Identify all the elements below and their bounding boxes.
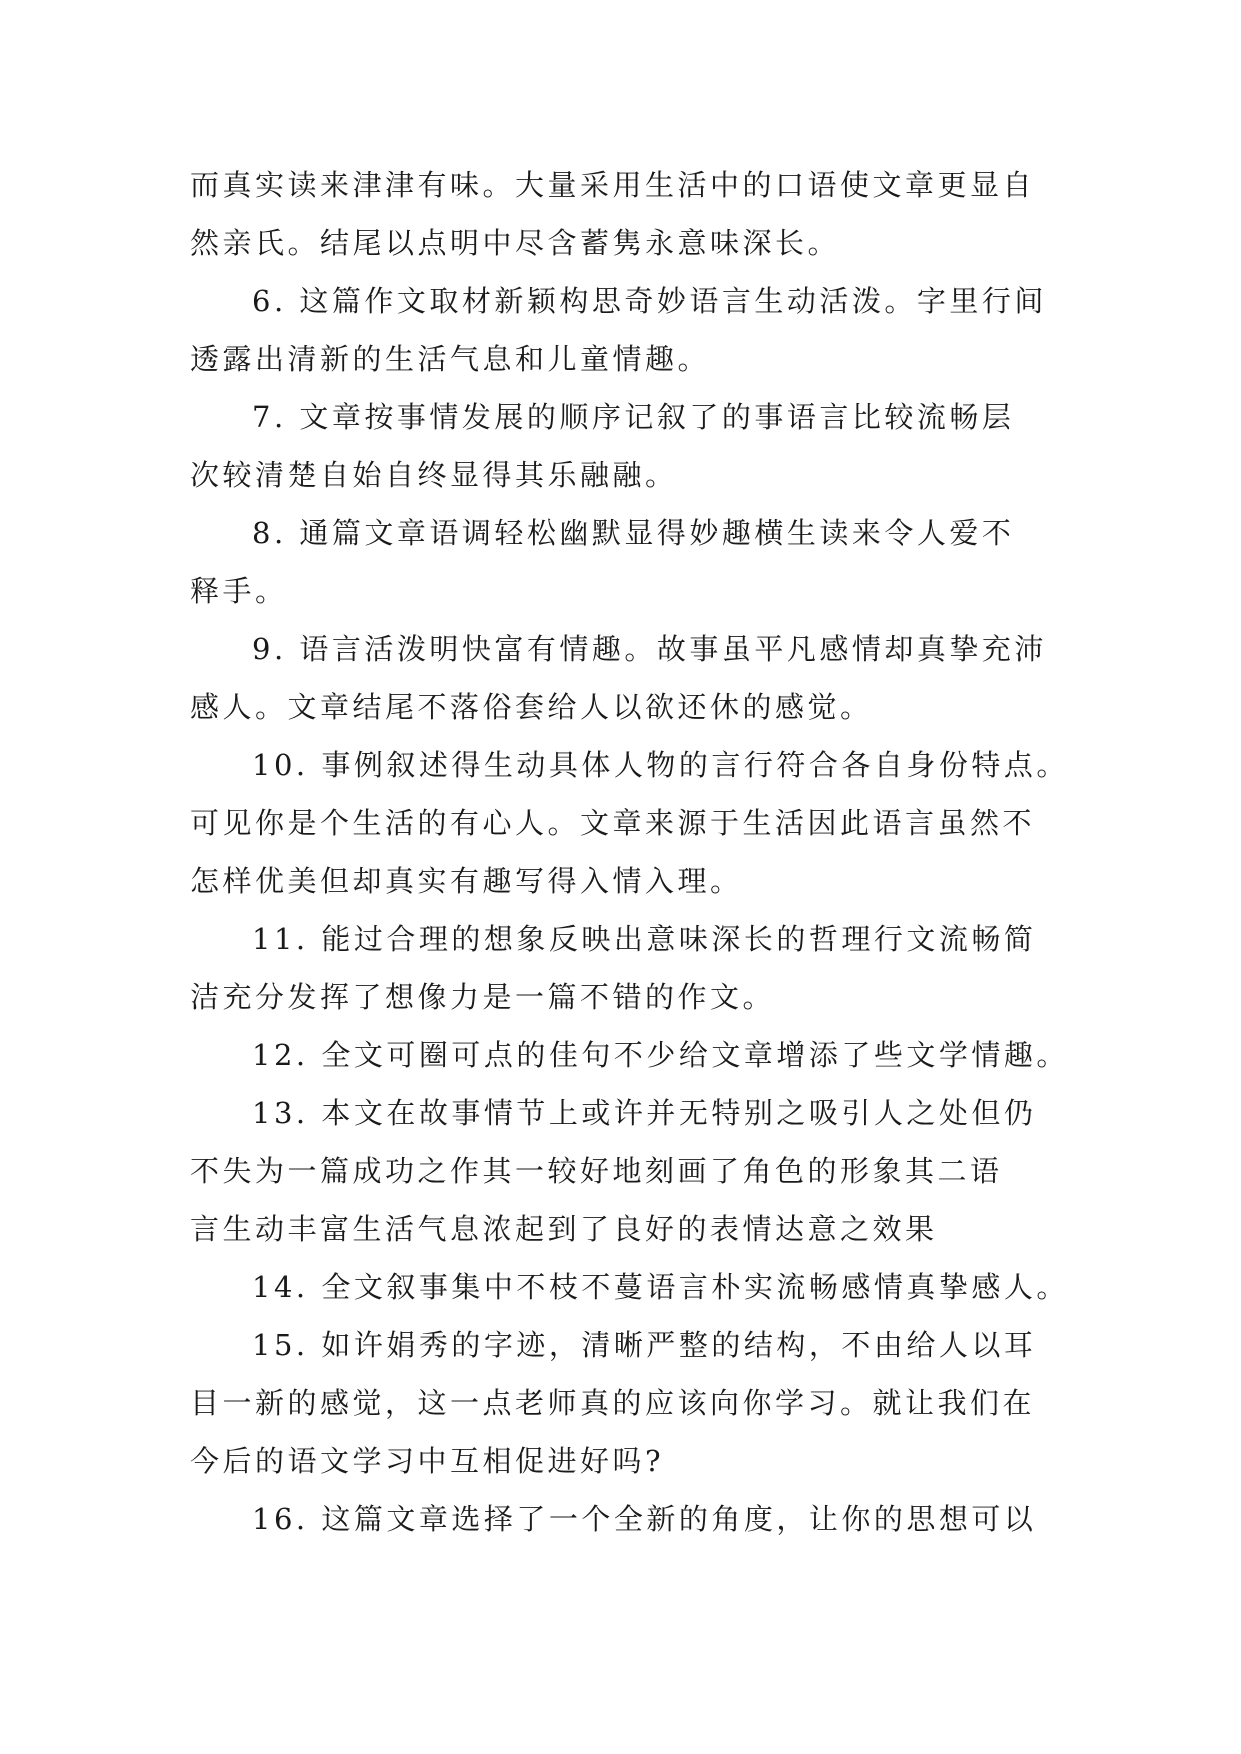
text-line: 怎样优美但却真实有趣写得入情入理。	[190, 864, 743, 898]
text-line: 8. 通篇文章语调轻松幽默显得妙趣横生读来令人爱不	[252, 516, 1015, 550]
text-line: 透露出清新的生活气息和儿童情趣。	[190, 342, 711, 376]
paragraph-item-11	[190, 910, 1065, 1026]
text-line: 9. 语言活泼明快富有情趣。故事虽平凡感情却真挚充沛	[252, 632, 1047, 666]
paragraph-continuation	[190, 156, 1065, 272]
paragraph-item-7	[190, 388, 1065, 504]
paragraph-item-6	[190, 272, 1065, 388]
text-line: 今后的语文学习中互相促进好吗?	[190, 1444, 665, 1478]
text-line: 12. 全文可圈可点的佳句不少给文章增添了些文学情趣。	[252, 1038, 1069, 1072]
text-line: 次较清楚自始自终显得其乐融融。	[190, 458, 678, 492]
paragraph-item-14	[190, 1258, 1069, 1316]
text-line: 洁充分发挥了想像力是一篇不错的作文。	[190, 980, 776, 1014]
text-line: 13. 本文在故事情节上或许并无特别之吸引人之处但仍	[252, 1096, 1037, 1130]
text-line: 16. 这篇文章选择了一个全新的角度，让你的思想可以	[252, 1502, 1037, 1536]
text-line: 6. 这篇作文取材新颖构思奇妙语言生动活泼。字里行间	[252, 284, 1047, 318]
text-line: 而真实读来津津有味。大量采用生活中的口语使文章更显自	[190, 168, 1036, 202]
paragraph-item-9	[190, 620, 1065, 736]
text-line: 14. 全文叙事集中不枝不蔓语言朴实流畅感情真挚感人。	[252, 1270, 1069, 1304]
text-line: 11. 能过合理的想象反映出意味深长的哲理行文流畅简	[252, 922, 1037, 956]
text-line: 释手。	[190, 574, 288, 608]
text-line: 不失为一篇成功之作其一较好地刻画了角色的形象其二语	[190, 1154, 1003, 1188]
paragraph-item-16	[190, 1490, 1065, 1548]
text-line: 目一新的感觉，这一点老师真的应该向你学习。就让我们在	[190, 1386, 1036, 1420]
text-line: 感人。文章结尾不落俗套给人以欲还休的感觉。	[190, 690, 873, 724]
paragraph-item-8	[190, 504, 1065, 620]
paragraph-item-12	[190, 1026, 1069, 1084]
text-line: 7. 文章按事情发展的顺序记叙了的事语言比较流畅层	[252, 400, 1015, 434]
paragraph-item-15	[190, 1316, 1065, 1490]
paragraph-item-10	[190, 736, 1069, 910]
text-line: 15. 如许娟秀的字迹，清晰严整的结构，不由给人以耳	[252, 1328, 1037, 1362]
text-line: 言生动丰富生活气息浓起到了良好的表情达意之效果	[190, 1212, 938, 1246]
document-body	[190, 156, 1069, 1548]
text-line: 可见你是个生活的有心人。文章来源于生活因此语言虽然不	[190, 806, 1036, 840]
paragraph-item-13	[190, 1084, 1065, 1258]
text-line: 然亲氏。结尾以点明中尽含蓄隽永意味深长。	[190, 226, 841, 260]
text-line: 10. 事例叙述得生动具体人物的言行符合各自身份特点。	[252, 748, 1069, 782]
